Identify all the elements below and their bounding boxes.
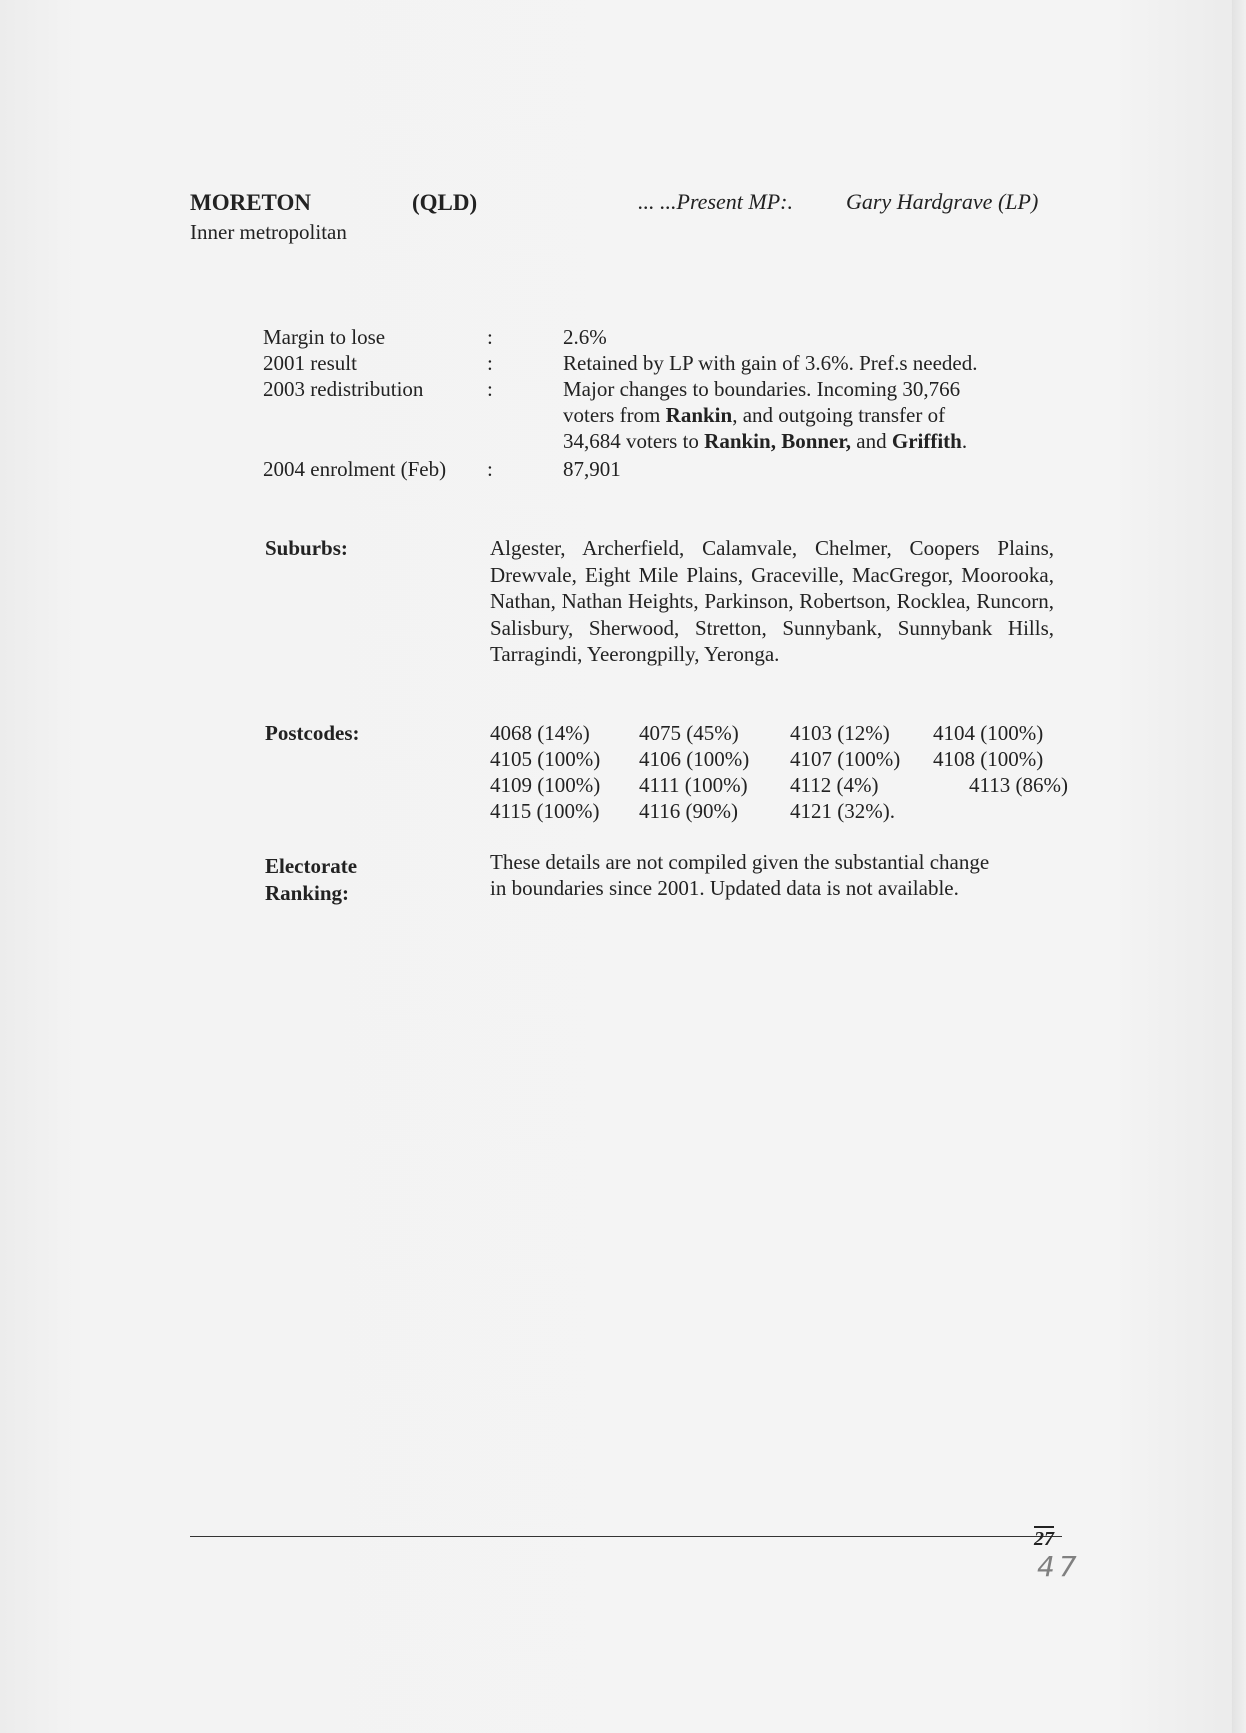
detail-value-result: Retained by LP with gain of 3.6%. Pref.s needed. — [563, 351, 978, 375]
ranking-heading-1: Electorate — [265, 854, 358, 878]
page-number: 27 — [1034, 1528, 1054, 1550]
ranking-text-1: These details are not compiled given the substantial change — [490, 850, 990, 874]
detail-label-enrolment: 2004 enrolment (Feb) — [263, 457, 447, 481]
postcode-cell: 4107 (100%) — [790, 747, 901, 771]
detail-value-redistribution-3: 34,684 voters to Rankin, Bonner, and Griffith. — [563, 429, 968, 453]
postcode-cell: 4113 (86%) — [969, 773, 1068, 797]
detail-value-margin: 2.6% — [563, 325, 607, 349]
footer-rule-visible — [190, 1536, 1062, 1537]
postcode-cell: 4103 (12%) — [790, 721, 890, 745]
postcode-cell: 4109 (100%) — [490, 773, 601, 797]
postcode-cell: 4075 (45%) — [639, 721, 739, 745]
postcode-cell: 4112 (4%) — [790, 773, 879, 797]
postcode-cell: 4111 (100%) — [639, 773, 748, 797]
suburbs-heading: Suburbs: — [265, 536, 348, 560]
ranking-text-2: in boundaries since 2001. Updated data is not available. — [490, 876, 959, 900]
detail-label-result: 2001 result — [263, 351, 357, 375]
electorate-name: MORETON — [190, 190, 311, 215]
postcode-cell: 4108 (100%) — [933, 747, 1044, 771]
page-edge — [1232, 0, 1246, 1733]
postcode-cell: 4106 (100%) — [639, 747, 750, 771]
detail-label-margin: Margin to lose — [263, 325, 386, 349]
detail-value-enrolment: 87,901 — [563, 457, 621, 481]
suburbs-list: Algester, Archerfield, Calamvale, Chelmer, Coopers Plains, Drewvale, Eight Mile Plains, Graceville, MacGregor, Moorooka, Nathan, Nathan Heights, Parkinson, Robertson, Rocklea, Runcorn, Salisbury, Sherwood, Stretton, Sunnybank, Sunnybank Hills, Tarragindi, Yeerongpilly, Yeronga. — [490, 536, 1054, 666]
postcode-cell: 4116 (90%) — [639, 799, 738, 823]
postcode-cell: 4105 (100%) — [490, 747, 601, 771]
detail-sep: : — [487, 325, 493, 349]
detail-sep: : — [487, 377, 493, 401]
postcode-cell: 4068 (14%) — [490, 721, 590, 745]
detail-label-redistribution: 2003 redistribution — [263, 377, 424, 401]
postcode-cell: 4121 (32%). — [790, 799, 895, 823]
handwritten-page-number: 47 — [1037, 1550, 1081, 1583]
detail-value-redistribution-1: Major changes to boundaries. Incoming 30,766 — [563, 377, 961, 401]
detail-sep: : — [487, 457, 493, 481]
ranking-heading-2: Ranking: — [265, 881, 350, 905]
detail-value-redistribution-2: voters from Rankin, and outgoing transfer of — [563, 403, 946, 427]
mp-name: Gary Hardgrave (LP) — [846, 189, 1039, 214]
postcodes-heading: Postcodes: — [265, 721, 360, 745]
detail-sep: : — [487, 351, 493, 375]
electorate-state: (QLD) — [412, 190, 478, 215]
postcode-cell: 4115 (100%) — [490, 799, 600, 823]
electorate-type: Inner metropolitan — [190, 220, 347, 244]
postcode-cell: 4104 (100%) — [933, 721, 1044, 745]
mp-prefix: ... ...Present MP:. — [638, 189, 793, 214]
